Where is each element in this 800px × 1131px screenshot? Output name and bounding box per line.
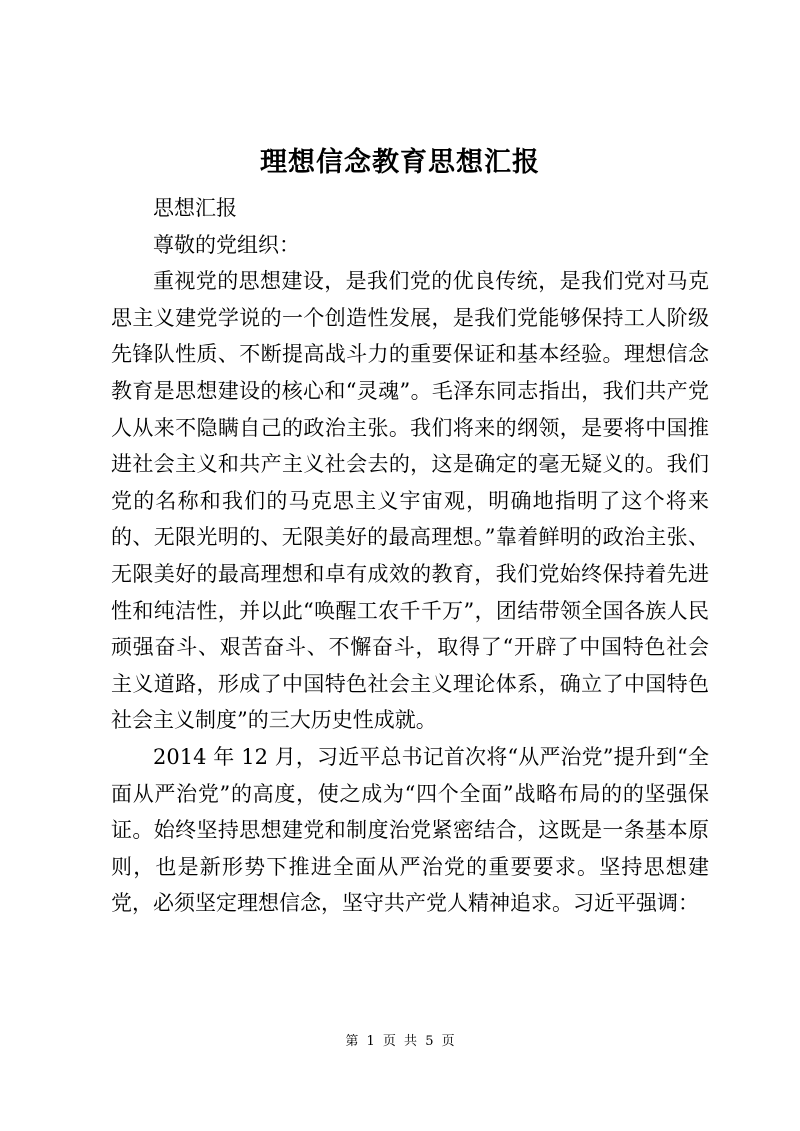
body-paragraph: 2014 年 12 月，习近平总书记首次将“从严治党”提升到“全面从严治党”的高度，使之成为“四个全面”战略布局的的坚强保证。始终坚持思想建党和制度治党紧密结合，这既是一条基本原则，也是新形势下推进全面从严治党的重要要求。坚持思想建党，必须坚定理想信念，坚守共产党人精神追求。习近平强调： (111, 744, 709, 916)
body-paragraph: 重视党的思想建设，是我们党的优良传统，是我们党对马克思主义建党学说的一个创造性发展，是我们党能够保持工人阶级先锋队性质、不断提高战斗力的重要保证和基本经验。理想信念教育是思想建设的核心和“灵魂”。毛泽东同志指出，我们共产党人从来不隐瞒自己的政治主张。我们将来的纲领，是要将中国推进社会主义和共产主义社会去的，这是确定的毫无疑义的。我们党的名称和我们的马克思主义宇宙观，明确地指明了这个将来的、无限光明的、无限美好的最高理想。”靠着鲜明的政治主张、无限美好的最高理想和卓有成效的教育，我们党始终保持着先进性和纯洁性，并以此“唤醒工农千千万”，团结带领全国各族人民顽强奋斗、艰苦奋斗、不懈奋斗，取得了“开辟了中国特色社会主义道路，形成了中国特色社会主义理论体系，确立了中国特色社会主义制度”的三大历史性成就。 (111, 269, 709, 733)
document-title: 理想信念教育思想汇报 (260, 147, 540, 178)
salutation: 尊敬的党组织： (153, 232, 300, 257)
page-footer: 第 1 页 共 5 页 (345, 1034, 455, 1049)
document-body (111, 190, 709, 922)
salutation-heading: 思想汇报 (153, 196, 237, 220)
